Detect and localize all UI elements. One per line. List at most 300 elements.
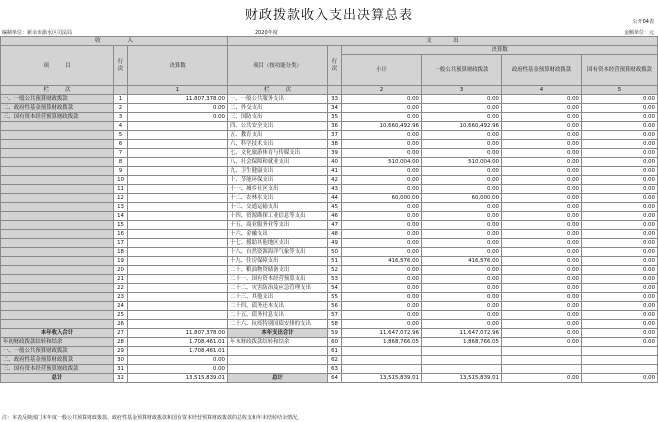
col-line: 行次 (114, 46, 128, 86)
expense-item: 十二、农林水支出 (228, 194, 328, 203)
expense-state-capital: 0.00 (582, 176, 658, 185)
income-line: 26 (114, 320, 128, 329)
expense-state-capital: 0.00 (582, 185, 658, 194)
expense-state-capital: 0.00 (582, 320, 658, 329)
expense-general: 0.00 (422, 149, 502, 158)
income-line: 22 (114, 284, 128, 293)
budget-summary-table (0, 36, 658, 383)
expense-line: 39 (328, 149, 342, 158)
expense-line: 35 (328, 113, 342, 122)
expense-subtotal: 0.00 (342, 221, 422, 230)
expense-state-capital: 0.00 (582, 284, 658, 293)
expense-subtotal: 0.00 (342, 311, 422, 320)
expense-general: 0.00 (422, 176, 502, 185)
expense-line: 60 (328, 338, 342, 347)
expense-item: 八、社会保障和就业支出 (228, 158, 328, 167)
income-line: 11 (114, 185, 128, 194)
income-item (1, 230, 114, 239)
expense-item: 一、一般公共服务支出 (228, 95, 328, 104)
expense-general: 0.00 (422, 95, 502, 104)
table-row (1, 248, 658, 257)
expense-item: 二十四、债务还本支出 (228, 302, 328, 311)
income-line: 27 (114, 329, 128, 338)
expense-state-capital: 0.00 (582, 293, 658, 302)
expense-line: 49 (328, 239, 342, 248)
expense-gov-fund: 0.00 (502, 176, 582, 185)
expense-subtotal: 416,576.00 (342, 257, 422, 266)
expense-general: 1,868,766.05 (422, 338, 502, 347)
expense-gov-fund: 0.00 (502, 311, 582, 320)
expense-item: 二十三、其他支出 (228, 293, 328, 302)
expense-state-capital: 0.00 (582, 221, 658, 230)
expense-line: 48 (328, 230, 342, 239)
table-row (1, 239, 658, 248)
income-value (128, 122, 228, 131)
expense-subtotal: 0.00 (342, 185, 422, 194)
expense-subtotal: 11,647,072.96 (342, 329, 422, 338)
income-value (128, 293, 228, 302)
income-value (128, 167, 228, 176)
income-item (1, 203, 114, 212)
income-line: 17 (114, 239, 128, 248)
col-general: 一般公共预算财政拨款 (422, 55, 502, 86)
expense-line: 50 (328, 248, 342, 257)
expense-line: 46 (328, 212, 342, 221)
expense-line: 38 (328, 140, 342, 149)
income-line: 28 (114, 338, 128, 347)
expense-general (422, 365, 502, 374)
expense-general: 0.00 (422, 275, 502, 284)
expense-state-capital: 0.00 (582, 113, 658, 122)
expense-subtotal: 0.00 (342, 275, 422, 284)
table-row (1, 284, 658, 293)
expense-state-capital: 0.00 (582, 329, 658, 338)
table-row (1, 149, 658, 158)
income-item (1, 266, 114, 275)
income-line: 18 (114, 248, 128, 257)
income-item: 三、国有资本经营预算财政拨款 (1, 113, 114, 122)
expense-header: 支 出 (228, 37, 658, 46)
expense-line: 36 (328, 122, 342, 131)
expense-general: 0.00 (422, 302, 502, 311)
table-row (1, 302, 658, 311)
expense-general: 60,000.00 (422, 194, 502, 203)
expense-general: 0.00 (422, 212, 502, 221)
lanci-n4: 4 (502, 86, 582, 95)
expense-general (422, 356, 502, 365)
expense-line: 56 (328, 302, 342, 311)
expense-state-capital: 0.00 (582, 212, 658, 221)
expense-line: 58 (328, 320, 342, 329)
expense-line: 44 (328, 194, 342, 203)
income-value: 11,807,378.00 (128, 329, 228, 338)
expense-general: 0.00 (422, 266, 502, 275)
expense-subtotal: 0.00 (342, 113, 422, 122)
income-line: 25 (114, 311, 128, 320)
expense-state-capital: 0.00 (582, 167, 658, 176)
income-item: 总计 (1, 374, 114, 383)
table-row (1, 95, 658, 104)
expense-gov-fund: 0.00 (502, 194, 582, 203)
expense-item: 五、教育支出 (228, 131, 328, 140)
income-value (128, 149, 228, 158)
expense-gov-fund: 0.00 (502, 302, 582, 311)
expense-state-capital: 0.00 (582, 275, 658, 284)
expense-line: 53 (328, 275, 342, 284)
expense-gov-fund: 0.00 (502, 167, 582, 176)
expense-gov-fund: 0.00 (502, 275, 582, 284)
income-item (1, 212, 114, 221)
expense-subtotal: 1,868,766.05 (342, 338, 422, 347)
table-row (1, 122, 658, 131)
expense-item: 十八、自然资源海洋气象等支出 (228, 248, 328, 257)
expense-gov-fund: 0.00 (502, 158, 582, 167)
expense-item: 二十五、债务付息支出 (228, 311, 328, 320)
expense-state-capital: 0.00 (582, 230, 658, 239)
col-final2: 决算数 (342, 46, 658, 55)
expense-item: 年末财政拨款结转和结余 (228, 338, 328, 347)
total-row (1, 347, 658, 356)
expense-general: 0.00 (422, 221, 502, 230)
expense-general: 0.00 (422, 311, 502, 320)
income-line: 6 (114, 140, 128, 149)
expense-gov-fund (502, 347, 582, 356)
expense-gov-fund: 0.00 (502, 239, 582, 248)
expense-subtotal: 510,004.00 (342, 158, 422, 167)
income-item (1, 167, 114, 176)
expense-subtotal: 0.00 (342, 149, 422, 158)
income-item: 本年收入合计 (1, 329, 114, 338)
expense-gov-fund: 0.00 (502, 230, 582, 239)
table-code: 公开04表 (632, 19, 654, 25)
expense-gov-fund: 0.00 (502, 212, 582, 221)
expense-subtotal: 0.00 (342, 176, 422, 185)
expense-general: 11,647,072.96 (422, 329, 502, 338)
income-line: 9 (114, 167, 128, 176)
income-value: 0.00 (128, 365, 228, 374)
expense-gov-fund: 0.00 (502, 374, 582, 383)
expense-state-capital: 0.00 (582, 104, 658, 113)
expense-item: 四、公共安全支出 (228, 122, 328, 131)
table-row (1, 275, 658, 284)
expense-gov-fund: 0.00 (502, 185, 582, 194)
income-value (128, 275, 228, 284)
income-value (128, 194, 228, 203)
expense-line: 41 (328, 167, 342, 176)
expense-state-capital: 0.00 (582, 203, 658, 212)
table-row (1, 185, 658, 194)
income-line: 15 (114, 221, 128, 230)
expense-item: 二十、粮油物资储备支出 (228, 266, 328, 275)
expense-general: 0.00 (422, 113, 502, 122)
expense-general: 0.00 (422, 284, 502, 293)
income-item (1, 176, 114, 185)
expense-state-capital: 0.00 (582, 140, 658, 149)
reporting-unit: 编制单位：新余市渝水区司法局 (2, 30, 73, 36)
currency-unit: 金额单位：元 (623, 30, 654, 36)
expense-state-capital: 0.00 (582, 302, 658, 311)
income-line: 13 (114, 203, 128, 212)
lanci-right: 栏 次 (228, 86, 328, 95)
income-value: 13,515,839.01 (128, 374, 228, 383)
expense-gov-fund: 0.00 (502, 293, 582, 302)
fiscal-year: 2020年度 (255, 30, 278, 36)
income-line: 14 (114, 212, 128, 221)
expense-subtotal: 0.00 (342, 95, 422, 104)
income-line: 19 (114, 257, 128, 266)
income-value: 0.00 (128, 356, 228, 365)
expense-line: 37 (328, 131, 342, 140)
col-final: 决算数 (128, 46, 228, 86)
expense-general: 510,004.00 (422, 158, 502, 167)
expense-general: 0.00 (422, 320, 502, 329)
expense-state-capital: 0.00 (582, 149, 658, 158)
expense-state-capital: 0.00 (582, 248, 658, 257)
total-row (1, 374, 658, 383)
expense-gov-fund: 0.00 (502, 221, 582, 230)
expense-line: 33 (328, 95, 342, 104)
expense-subtotal: 0.00 (342, 293, 422, 302)
expense-line: 62 (328, 356, 342, 365)
income-value (128, 176, 228, 185)
income-item (1, 248, 114, 257)
income-line: 20 (114, 266, 128, 275)
table-row (1, 203, 658, 212)
income-value (128, 266, 228, 275)
col-item-func: 项目（按功能分类） (228, 46, 328, 86)
table-row (1, 158, 658, 167)
expense-item: 十九、住房保障支出 (228, 257, 328, 266)
expense-general: 13,515,839.01 (422, 374, 502, 383)
expense-subtotal: 0.00 (342, 248, 422, 257)
income-line: 7 (114, 149, 128, 158)
expense-item (228, 356, 328, 365)
expense-item: 十、节能环保支出 (228, 176, 328, 185)
expense-gov-fund: 0.00 (502, 131, 582, 140)
income-value (128, 131, 228, 140)
income-item (1, 158, 114, 167)
expense-state-capital: 0.00 (582, 95, 658, 104)
income-value (128, 185, 228, 194)
expense-general: 0.00 (422, 248, 502, 257)
lanci-left: 栏 次 (1, 86, 114, 95)
footnote: 注：本表反映部门本年度一般公共预算财政拨款、政府性基金预算财政拨款和国有资本经营预算财政拨款的总收支和年末结转结余情况。 (2, 415, 303, 421)
income-item (1, 239, 114, 248)
expense-gov-fund: 0.00 (502, 113, 582, 122)
income-line: 23 (114, 293, 128, 302)
expense-state-capital (582, 365, 658, 374)
income-value (128, 302, 228, 311)
expense-state-capital: 0.00 (582, 374, 658, 383)
table-row (1, 167, 658, 176)
expense-subtotal: 0.00 (342, 140, 422, 149)
expense-item: 六、科学技术支出 (228, 140, 328, 149)
table-row (1, 257, 658, 266)
income-item: 一、一般公共预算财政拨款 (1, 347, 114, 356)
income-item (1, 257, 114, 266)
income-item (1, 149, 114, 158)
table-row (1, 266, 658, 275)
total-row (1, 356, 658, 365)
expense-item: 九、卫生健康支出 (228, 167, 328, 176)
income-value: 1,708,461.01 (128, 347, 228, 356)
expense-subtotal: 0.00 (342, 104, 422, 113)
income-line: 10 (114, 176, 128, 185)
expense-gov-fund: 0.00 (502, 284, 582, 293)
expense-gov-fund: 0.00 (502, 320, 582, 329)
table-row (1, 311, 658, 320)
income-value: 0.00 (128, 104, 228, 113)
expense-state-capital: 0.00 (582, 311, 658, 320)
income-value (128, 230, 228, 239)
total-row (1, 329, 658, 338)
expense-item: 二十二、灾害防治及应急管理支出 (228, 284, 328, 293)
expense-subtotal: 0.00 (342, 239, 422, 248)
table-row (1, 113, 658, 122)
expense-gov-fund: 0.00 (502, 257, 582, 266)
income-value (128, 257, 228, 266)
table-row (1, 212, 658, 221)
income-item: 三、国有资本经营预算财政拨款 (1, 365, 114, 374)
expense-item: 二十六、抗疫特别国债安排的支出 (228, 320, 328, 329)
income-value (128, 140, 228, 149)
income-value (128, 158, 228, 167)
expense-gov-fund: 0.00 (502, 266, 582, 275)
expense-subtotal: 0.00 (342, 302, 422, 311)
expense-state-capital (582, 356, 658, 365)
expense-state-capital: 0.00 (582, 194, 658, 203)
lanci-n5: 5 (582, 86, 658, 95)
income-value: 0.00 (128, 113, 228, 122)
income-item: 二、政府性基金预算财政拨款 (1, 104, 114, 113)
expense-item: 十七、援助其他地区支出 (228, 239, 328, 248)
expense-item: 总计 (228, 374, 328, 383)
expense-item: 十一、城乡社区支出 (228, 185, 328, 194)
expense-subtotal (342, 356, 422, 365)
income-item (1, 194, 114, 203)
table-row (1, 140, 658, 149)
col-subtotal: 小计 (342, 55, 422, 86)
income-item (1, 185, 114, 194)
expense-subtotal: 0.00 (342, 131, 422, 140)
expense-line: 61 (328, 347, 342, 356)
expense-general: 0.00 (422, 230, 502, 239)
table-row (1, 176, 658, 185)
total-row (1, 365, 658, 374)
expense-subtotal: 60,000.00 (342, 194, 422, 203)
income-item: 一、一般公共预算财政拨款 (1, 95, 114, 104)
expense-general: 0.00 (422, 167, 502, 176)
expense-line: 51 (328, 257, 342, 266)
income-item (1, 284, 114, 293)
expense-gov-fund: 0.00 (502, 248, 582, 257)
lanci-n3: 3 (422, 86, 502, 95)
income-value: 11,807,378.00 (128, 95, 228, 104)
income-line: 32 (114, 374, 128, 383)
expense-line: 47 (328, 221, 342, 230)
income-item (1, 122, 114, 131)
expense-item: 二、外交支出 (228, 104, 328, 113)
income-value (128, 203, 228, 212)
expense-general: 0.00 (422, 131, 502, 140)
expense-state-capital: 0.00 (582, 257, 658, 266)
income-value (128, 212, 228, 221)
expense-subtotal: 0.00 (342, 230, 422, 239)
expense-general: 0.00 (422, 185, 502, 194)
expense-gov-fund: 0.00 (502, 95, 582, 104)
income-line: 31 (114, 365, 128, 374)
expense-gov-fund (502, 356, 582, 365)
income-value: 1,708,461.01 (128, 338, 228, 347)
expense-item: 本年支出合计 (228, 329, 328, 338)
expense-gov-fund: 0.00 (502, 140, 582, 149)
expense-subtotal: 13,515,839.01 (342, 374, 422, 383)
expense-state-capital: 0.00 (582, 239, 658, 248)
income-value (128, 311, 228, 320)
col-line2: 行次 (328, 46, 342, 86)
income-value (128, 239, 228, 248)
expense-item: 十五、商业服务业等支出 (228, 221, 328, 230)
report-title: 财政拨款收入支出决算总表 (244, 8, 413, 23)
table-row (1, 131, 658, 140)
total-row (1, 338, 658, 347)
expense-state-capital: 0.00 (582, 158, 658, 167)
expense-gov-fund: 0.00 (502, 203, 582, 212)
expense-line: 64 (328, 374, 342, 383)
income-item (1, 131, 114, 140)
expense-item: 十三、交通运输支出 (228, 203, 328, 212)
col-gov-fund: 政府性基金预算财政拨款 (502, 55, 582, 86)
income-line: 30 (114, 356, 128, 365)
expense-subtotal: 0.00 (342, 203, 422, 212)
lanci-n2: 2 (342, 86, 422, 95)
expense-general: 416,576.00 (422, 257, 502, 266)
income-item (1, 302, 114, 311)
expense-line: 45 (328, 203, 342, 212)
expense-subtotal (342, 365, 422, 374)
income-item (1, 311, 114, 320)
expense-state-capital: 0.00 (582, 338, 658, 347)
expense-gov-fund: 0.00 (502, 329, 582, 338)
income-value (128, 221, 228, 230)
lanci-n1: 1 (128, 86, 228, 95)
table-row (1, 230, 658, 239)
expense-general: 0.00 (422, 239, 502, 248)
expense-line: 40 (328, 158, 342, 167)
expense-state-capital: 0.00 (582, 266, 658, 275)
expense-general: 0.00 (422, 104, 502, 113)
expense-general: 10,660,492.96 (422, 122, 502, 131)
expense-item: 十四、资源勘探工业信息等支出 (228, 212, 328, 221)
expense-subtotal: 0.00 (342, 212, 422, 221)
income-line: 2 (114, 104, 128, 113)
table-row (1, 104, 658, 113)
income-line: 24 (114, 302, 128, 311)
expense-item: 七、文化旅游体育与传媒支出 (228, 149, 328, 158)
expense-item (228, 365, 328, 374)
col-state-capital: 国有资本经营预算财政拨款 (582, 55, 658, 86)
income-line: 4 (114, 122, 128, 131)
table-row (1, 221, 658, 230)
expense-subtotal (342, 347, 422, 356)
expense-item: 十六、金融支出 (228, 230, 328, 239)
income-line: 12 (114, 194, 128, 203)
income-item: 年初财政拨款结转和结余 (1, 338, 114, 347)
expense-subtotal: 0.00 (342, 284, 422, 293)
expense-item: 三、国防支出 (228, 113, 328, 122)
income-line: 16 (114, 230, 128, 239)
income-line: 3 (114, 113, 128, 122)
